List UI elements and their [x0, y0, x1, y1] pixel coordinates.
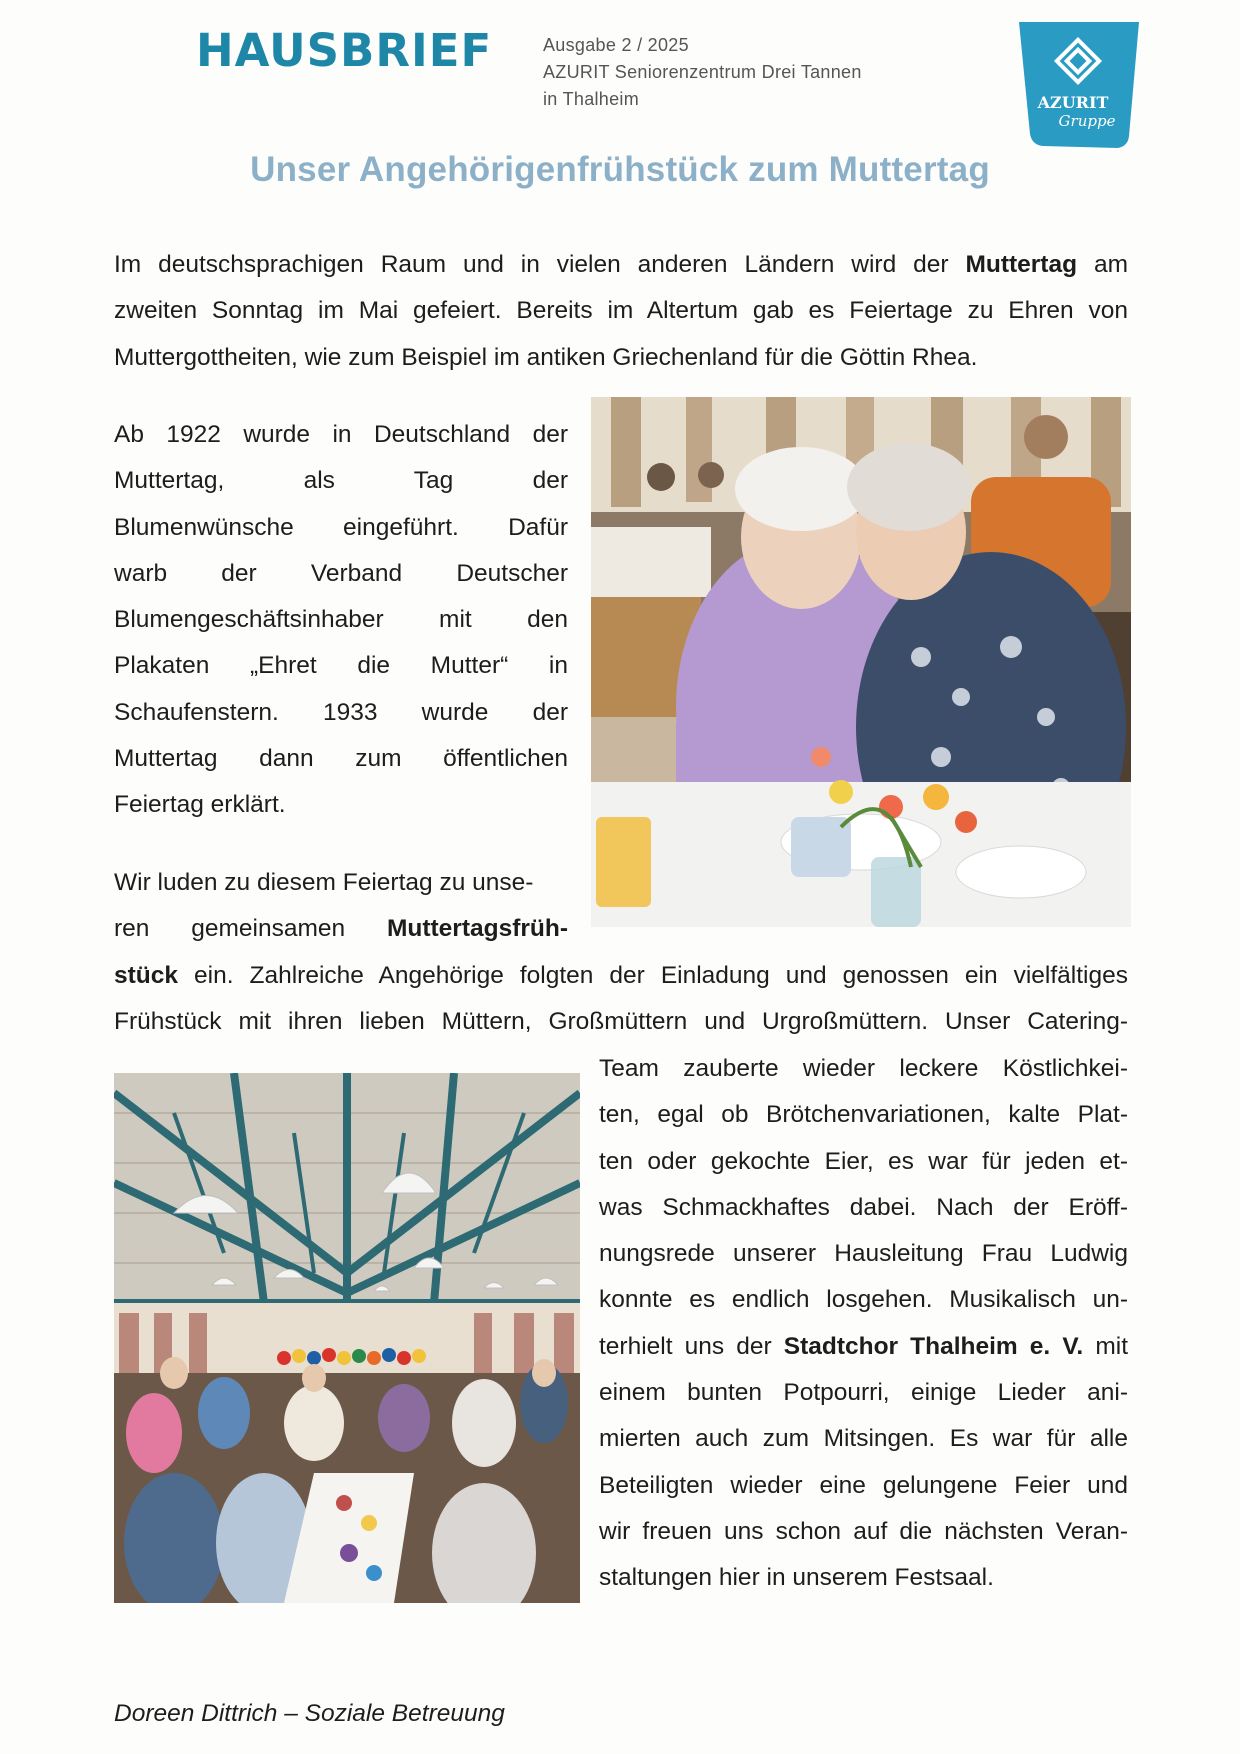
organization-location: in Thalheim: [543, 89, 640, 109]
history-line: Schaufenstern. 1933 wurde der: [114, 698, 568, 726]
history-line: Plakaten „Ehret die Mutter“ in: [114, 652, 568, 680]
invitation-line: Wir luden zu diesem Feiertag zu unse-: [114, 869, 534, 896]
invitation-line: ren gemeinsamen Muttertagsfrüh-: [114, 915, 568, 943]
catering-line: staltungen hier in unserem Festsaal.: [599, 1564, 994, 1592]
history-line: Feiertag erklärt.: [114, 791, 286, 819]
article-author: Doreen Dittrich – Soziale Betreuung: [114, 1700, 505, 1727]
azurit-logo: [1015, 20, 1141, 150]
catering-line: ten, egal ob Brötchenvariationen, kalte Plat-: [599, 1101, 1128, 1129]
catering-line: Team zauberte wieder leckere Köstlichkei-: [599, 1055, 1128, 1082]
catering-line: nungsrede unserer Hausleitung Frau Ludwig: [599, 1240, 1128, 1268]
invitation-line: Frühstück mit ihren lieben Müttern, Großmüttern und Urgroßmüttern. Unser Catering-: [114, 1007, 1128, 1035]
masthead: HAUSBRIEF: [196, 24, 493, 77]
photo-mothers-breakfast: [591, 397, 1131, 927]
issue-info: [543, 32, 862, 113]
history-line: Muttertag, als Tag der: [114, 467, 568, 495]
catering-line: einem bunten Potpourri, einige Lieder ani-: [599, 1379, 1128, 1407]
catering-paragraph: [599, 1046, 1128, 1602]
catering-line: wir freuen uns schon auf die nächsten Veran-: [599, 1517, 1128, 1545]
history-line: Muttertag dann zum öffentlichen: [114, 745, 568, 773]
invitation-paragraph: [114, 860, 1128, 1045]
catering-line: mierten auch zum Mitsingen. Es war für alle: [599, 1425, 1128, 1453]
intro-line: zweiten Sonntag im Mai gefeiert. Bereits im Altertum gab es Feiertage zu Ehren von: [114, 297, 1128, 325]
choir-line: terhielt uns der Stadtchor Thalheim e. V. mit: [599, 1332, 1129, 1360]
invitation-line: stück ein. Zahlreiche Angehörige folgten der Einladung und genossen ein vielfältiges: [114, 961, 1128, 989]
intro-line: Im deutschsprachigen Raum und in vielen anderen Ländern wird der Muttertag am: [114, 251, 1129, 278]
intro-line: Muttergottheiten, wie zum Beispiel im antiken Griechenland für die Göttin Rhea.: [114, 343, 978, 371]
photo-festsaal-choir: [114, 1073, 580, 1603]
history-line: Blumenwünsche eingeführt. Dafür: [114, 513, 568, 541]
logo-subtitle: Gruppe: [1058, 112, 1116, 130]
history-line: warb der Verband Deutscher: [114, 559, 568, 587]
catering-line: konnte es endlich losgehen. Musikalisch un-: [599, 1286, 1128, 1314]
history-paragraph: [114, 412, 568, 829]
history-line: Blumengeschäftsinhaber mit den: [114, 606, 568, 634]
issue-number: Ausgabe 2 / 2025: [543, 35, 689, 55]
catering-line: was Schmackhaftes dabei. Nach der Eröff-: [599, 1193, 1128, 1221]
article-title: Unser Angehörigenfrühstück zum Muttertag: [250, 150, 990, 189]
history-line: Ab 1922 wurde in Deutschland der: [114, 421, 568, 448]
logo-brand: AZURIT: [1037, 93, 1109, 112]
intro-paragraph: [114, 242, 1128, 381]
catering-line: Beteiligten wieder eine gelungene Feier und: [599, 1471, 1128, 1499]
catering-line: ten oder gekochte Eier, es war für jeden et-: [599, 1147, 1128, 1175]
organization-name: AZURIT Seniorenzentrum Drei Tannen: [543, 62, 862, 82]
